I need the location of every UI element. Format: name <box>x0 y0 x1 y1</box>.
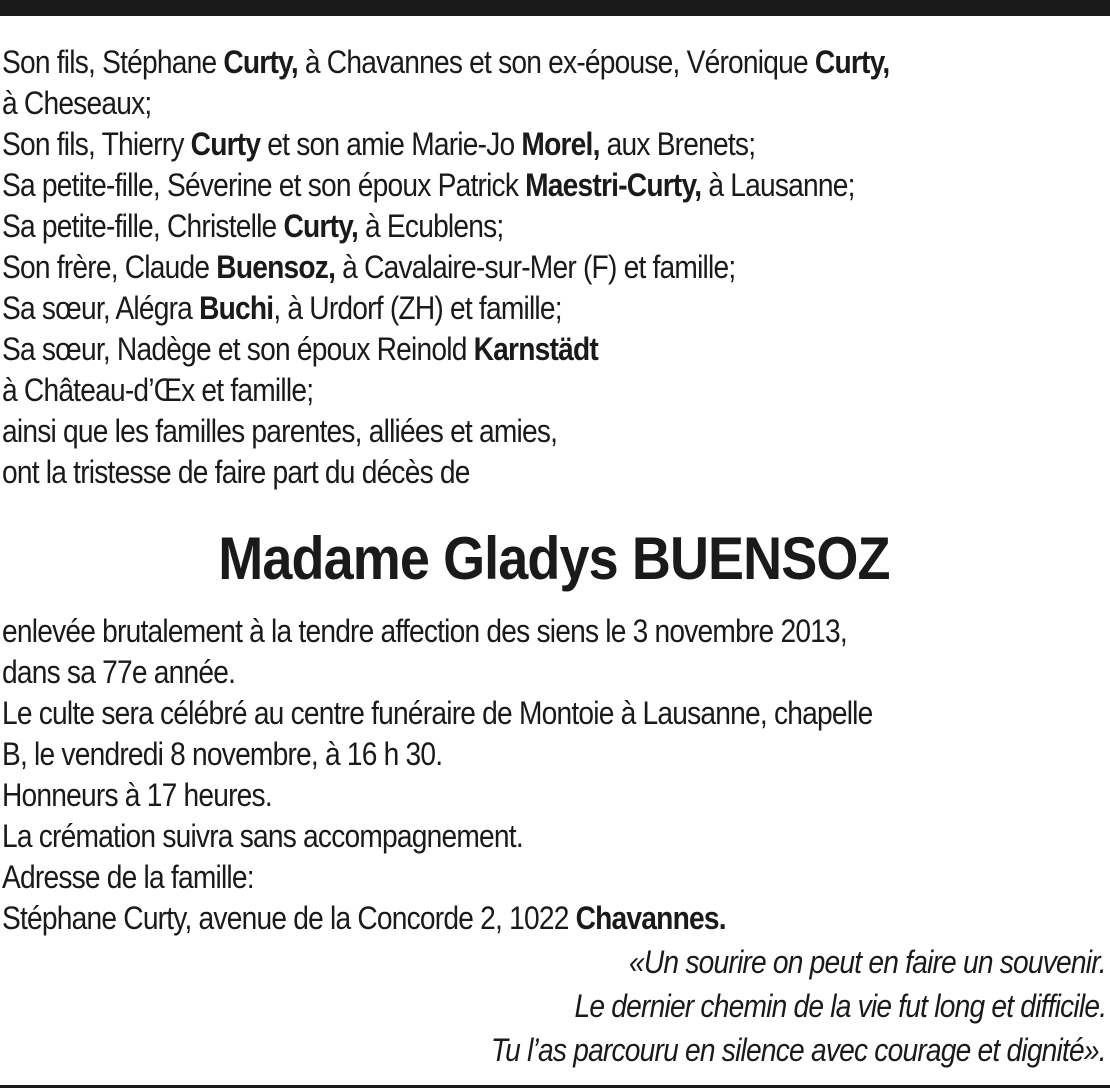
family-line: Son fils, Thierry Curty et son amie Marie-Jo Morel, aux Brenets; <box>2 126 756 162</box>
family-list <box>2 42 1106 493</box>
family-line: Sa sœur, Nadège et son époux Reinold Karnstädt <box>2 331 598 367</box>
details-line: enlevée brutalement à la tendre affection des siens le 3 novembre 2013, <box>2 613 847 649</box>
family-line: Sa sœur, Alégra Buchi, à Urdorf (ZH) et famille; <box>2 290 562 326</box>
details-line: dans sa 77e année. <box>2 654 236 690</box>
details-line: Le culte sera célébré au centre funéraire de Montoie à Lausanne, chapelle <box>2 695 873 731</box>
service-details <box>2 611 1106 939</box>
family-line: Son fils, Stéphane Curty, à Chavannes et son ex-épouse, Véronique Curty, <box>2 44 890 80</box>
details-line: Adresse de la famille: <box>2 859 254 895</box>
family-line: Sa petite-fille, Christelle Curty, à Ecublens; <box>2 208 504 244</box>
top-divider <box>0 0 1110 16</box>
family-line: à Cheseaux; <box>2 85 152 121</box>
family-line: Sa petite-fille, Séverine et son époux Patrick Maestri-Curty, à Lausanne; <box>2 167 855 203</box>
family-line: à Château-d’Œx et famille; <box>2 372 314 408</box>
details-line: Honneurs à 17 heures. <box>2 777 272 813</box>
family-line: ainsi que les familles parentes, alliées et amies, <box>2 413 558 449</box>
deceased-name-heading: Madame Gladys BUENSOZ <box>218 525 890 592</box>
family-line: Son frère, Claude Buensoz, à Cavalaire-sur-Mer (F) et famille; <box>2 249 736 285</box>
details-line: La crémation suivra sans accompagnement. <box>2 818 523 854</box>
bottom-divider <box>0 1085 1110 1088</box>
family-line: ont la tristesse de faire part du décès de <box>2 454 470 490</box>
obituary-notice <box>2 42 1106 1071</box>
family-address-line: Stéphane Curty, avenue de la Concorde 2, 1022 Chavannes. <box>2 900 726 936</box>
details-line: B, le vendredi 8 novembre, à 16 h 30. <box>2 736 443 772</box>
quote-line: «Un sourire on peut en faire un souvenir. <box>629 944 1106 980</box>
memorial-quote <box>2 942 1106 1071</box>
quote-line: Le dernier chemin de la vie fut long et difficile. <box>574 988 1106 1024</box>
quote-line: Tu l’as parcouru en silence avec courage et dignité». <box>491 1032 1106 1068</box>
